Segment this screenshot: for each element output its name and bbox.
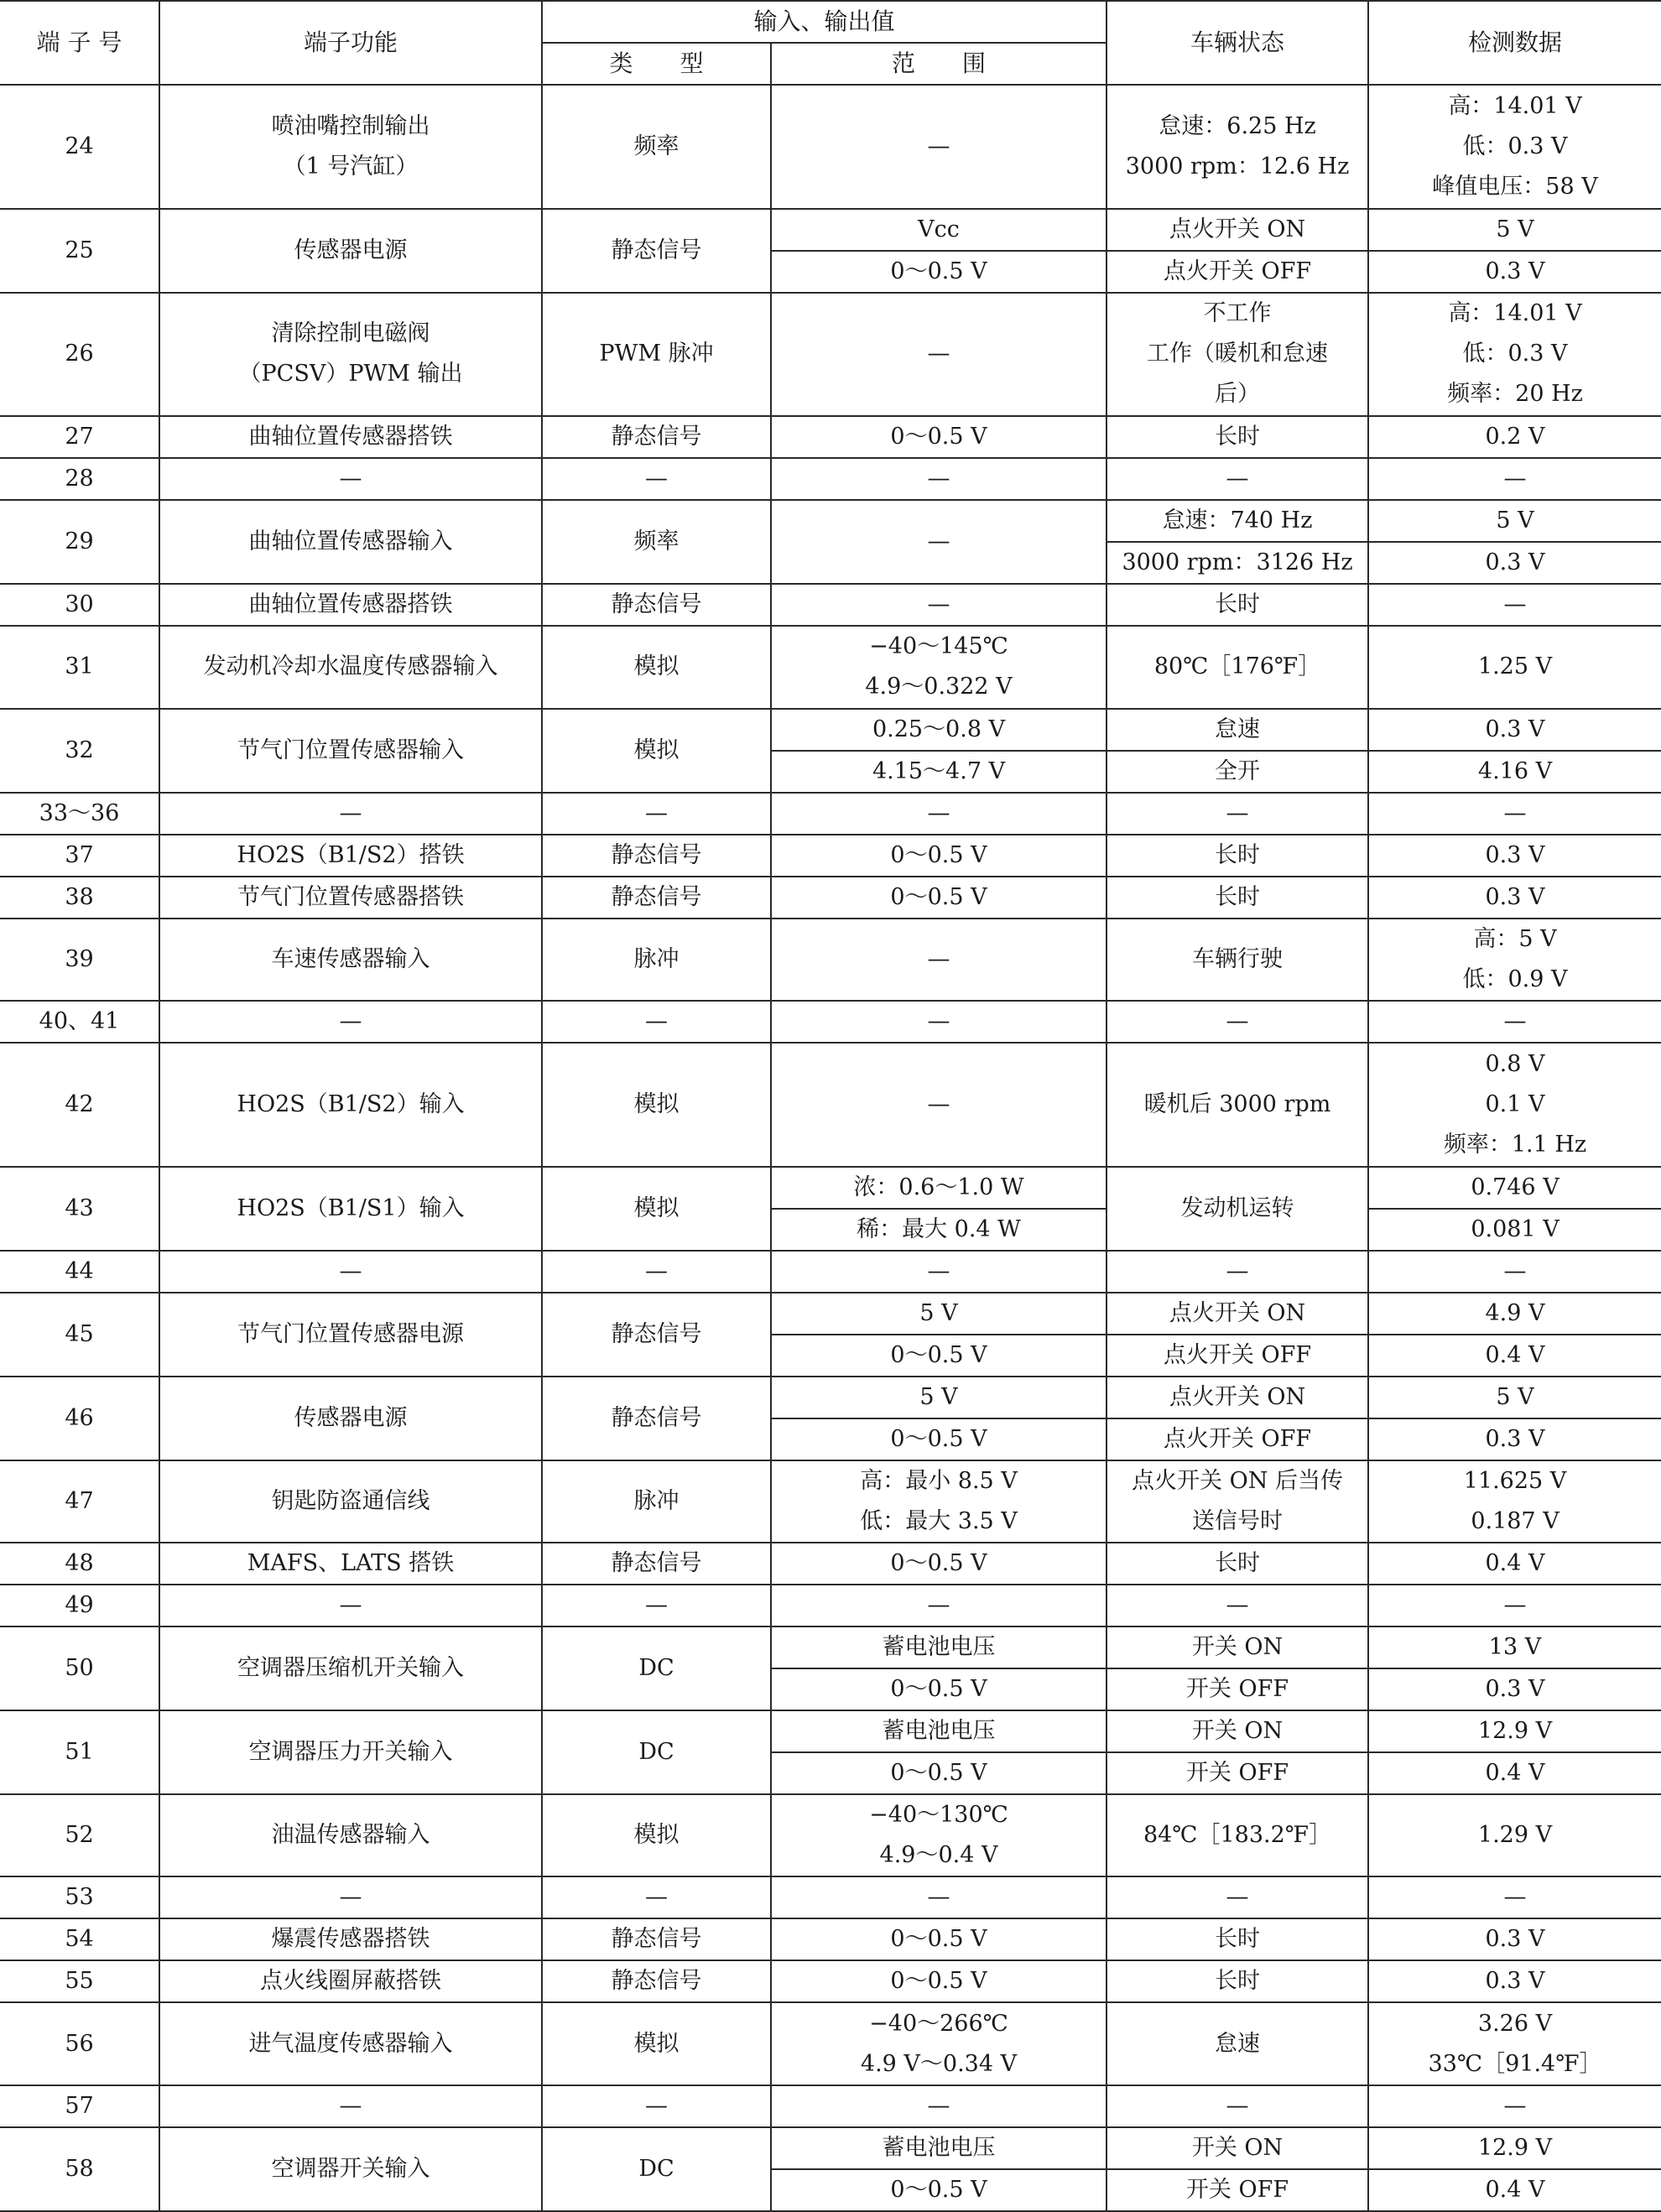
terminal-no: 42	[0, 1043, 159, 1167]
terminal-no: 29	[0, 500, 159, 584]
terminal-function: 节气门位置传感器输入	[159, 709, 542, 793]
measured-data: 5 V	[1368, 500, 1661, 542]
measured-data: 4.16 V	[1368, 751, 1661, 793]
terminal-no: 32	[0, 709, 159, 793]
table-row	[0, 1460, 1661, 1543]
measured-data: 12.9 V	[1368, 2127, 1661, 2169]
table-row	[0, 500, 1661, 542]
vehicle-state: 开关 OFF	[1106, 1668, 1368, 1710]
table-row	[0, 1167, 1661, 1209]
terminal-function: 清除控制电磁阀 （PCSV）PWM 输出	[159, 293, 542, 417]
terminal-no: 46	[0, 1377, 159, 1460]
terminal-function: 钥匙防盗通信线	[159, 1460, 542, 1543]
table-row	[0, 626, 1661, 708]
table-row	[0, 85, 1661, 209]
signal-type: PWM 脉冲	[542, 293, 771, 417]
signal-range: −40～266℃ 4.9 V～0.34 V	[771, 2002, 1106, 2084]
vehicle-state: 长时	[1106, 416, 1368, 458]
signal-range: 稀：最大 0.4 W	[771, 1209, 1106, 1251]
terminal-function: 空调器开关输入	[159, 2127, 542, 2211]
signal-type: —	[542, 1001, 771, 1043]
measured-data: 0.3 V	[1368, 709, 1661, 751]
terminal-function: —	[159, 458, 542, 500]
vehicle-state: 开关 OFF	[1106, 1752, 1368, 1794]
table-row	[0, 2127, 1661, 2169]
measured-data: 高：14.01 V 低：0.3 V 峰值电压：58 V	[1368, 85, 1661, 209]
terminal-no: 51	[0, 1710, 159, 1794]
header-function: 端子功能	[159, 1, 542, 85]
vehicle-state: 80℃［176℉］	[1106, 626, 1368, 708]
signal-type: 脉冲	[542, 1460, 771, 1543]
measured-data: 13 V	[1368, 1626, 1661, 1668]
signal-range: —	[771, 793, 1106, 835]
measured-data: 0.4 V	[1368, 1335, 1661, 1377]
terminal-no: 40、41	[0, 1001, 159, 1043]
signal-type: 静态信号	[542, 1960, 771, 2002]
terminal-function: HO2S（B1/S1）输入	[159, 1167, 542, 1251]
vehicle-state: 怠速：740 Hz	[1106, 500, 1368, 542]
signal-range: 0～0.5 V	[771, 1543, 1106, 1585]
signal-range: —	[771, 1251, 1106, 1293]
terminal-no: 54	[0, 1918, 159, 1960]
vehicle-state: —	[1106, 1876, 1368, 1918]
signal-type: DC	[542, 1710, 771, 1794]
signal-type: —	[542, 458, 771, 500]
terminal-no: 57	[0, 2085, 159, 2127]
terminal-function: MAFS、LATS 搭铁	[159, 1543, 542, 1585]
table-row	[0, 1543, 1661, 1585]
table-row	[0, 1001, 1661, 1043]
measured-data: —	[1368, 793, 1661, 835]
vehicle-state: 开关 ON	[1106, 1710, 1368, 1752]
terminal-function: 曲轴位置传感器搭铁	[159, 416, 542, 458]
signal-range: 5 V	[771, 1377, 1106, 1418]
table-row	[0, 919, 1661, 1001]
vehicle-state: —	[1106, 1001, 1368, 1043]
measured-data: 0.3 V	[1368, 1960, 1661, 2002]
terminal-function: 进气温度传感器输入	[159, 2002, 542, 2084]
signal-range: —	[771, 1001, 1106, 1043]
terminal-no: 47	[0, 1460, 159, 1543]
measured-data: 0.3 V	[1368, 877, 1661, 919]
measured-data: —	[1368, 584, 1661, 626]
vehicle-state: —	[1106, 2085, 1368, 2127]
terminal-no: 38	[0, 877, 159, 919]
signal-type: 静态信号	[542, 1377, 771, 1460]
table-row	[0, 2085, 1661, 2127]
measured-data: 5 V	[1368, 1377, 1661, 1418]
signal-range: 0.25～0.8 V	[771, 709, 1106, 751]
signal-range: 0～0.5 V	[771, 1752, 1106, 1794]
vehicle-state: —	[1106, 793, 1368, 835]
signal-type: 模拟	[542, 626, 771, 708]
terminal-no: 24	[0, 85, 159, 209]
measured-data: 0.4 V	[1368, 2169, 1661, 2211]
signal-range: 0～0.5 V	[771, 251, 1106, 293]
vehicle-state: —	[1106, 458, 1368, 500]
terminal-function: 油温传感器输入	[159, 1794, 542, 1876]
signal-range: 0～0.5 V	[771, 1960, 1106, 2002]
signal-range: 蓄电池电压	[771, 1710, 1106, 1752]
measured-data: 0.3 V	[1368, 251, 1661, 293]
table-row	[0, 1293, 1661, 1335]
vehicle-state: 点火开关 ON	[1106, 1293, 1368, 1335]
terminal-no: 33～36	[0, 793, 159, 835]
vehicle-state: —	[1106, 1585, 1368, 1626]
signal-range: 4.15～4.7 V	[771, 751, 1106, 793]
measured-data: 1.29 V	[1368, 1794, 1661, 1876]
measured-data: 1.25 V	[1368, 626, 1661, 708]
terminal-no: 27	[0, 416, 159, 458]
table-row	[0, 1585, 1661, 1626]
header-data: 检测数据	[1368, 1, 1661, 85]
signal-range: 0～0.5 V	[771, 1668, 1106, 1710]
signal-type: 静态信号	[542, 209, 771, 293]
signal-type: —	[542, 1251, 771, 1293]
vehicle-state: 不工作 工作（暖机和怠速 后）	[1106, 293, 1368, 417]
measured-data: —	[1368, 1001, 1661, 1043]
signal-type: —	[542, 1585, 771, 1626]
signal-type: 脉冲	[542, 919, 771, 1001]
terminal-function: 点火线圈屏蔽搭铁	[159, 1960, 542, 2002]
vehicle-state: 点火开关 ON 后当传 送信号时	[1106, 1460, 1368, 1543]
terminal-no: 44	[0, 1251, 159, 1293]
signal-range: —	[771, 919, 1106, 1001]
vehicle-state: 怠速	[1106, 709, 1368, 751]
terminal-function: 曲轴位置传感器搭铁	[159, 584, 542, 626]
signal-range: 浓：0.6～1.0 W	[771, 1167, 1106, 1209]
vehicle-state: 车辆行驶	[1106, 919, 1368, 1001]
signal-range: 0～0.5 V	[771, 877, 1106, 919]
vehicle-state: 点火开关 OFF	[1106, 1335, 1368, 1377]
signal-range: —	[771, 1585, 1106, 1626]
table-row	[0, 835, 1661, 877]
signal-range: 蓄电池电压	[771, 2127, 1106, 2169]
signal-range: —	[771, 500, 1106, 584]
terminal-function: —	[159, 2085, 542, 2127]
terminal-function: —	[159, 1585, 542, 1626]
header-terminal-no: 端 子 号	[0, 1, 159, 85]
measured-data: 高：5 V 低：0.9 V	[1368, 919, 1661, 1001]
measured-data: —	[1368, 1251, 1661, 1293]
table-row	[0, 1377, 1661, 1418]
signal-type: 模拟	[542, 709, 771, 793]
terminal-no: 25	[0, 209, 159, 293]
signal-type: —	[542, 1876, 771, 1918]
signal-range: 0～0.5 V	[771, 1418, 1106, 1460]
table-row	[0, 2002, 1661, 2084]
terminal-no: 28	[0, 458, 159, 500]
signal-range: 蓄电池电压	[771, 1626, 1106, 1668]
table-row	[0, 709, 1661, 751]
vehicle-state: 全开	[1106, 751, 1368, 793]
measured-data: —	[1368, 2085, 1661, 2127]
signal-type: 频率	[542, 85, 771, 209]
signal-range: −40～145℃ 4.9～0.322 V	[771, 626, 1106, 708]
terminal-no: 53	[0, 1876, 159, 1918]
terminal-no: 39	[0, 919, 159, 1001]
vehicle-state: 点火开关 OFF	[1106, 251, 1368, 293]
measured-data: 0.3 V	[1368, 1668, 1661, 1710]
signal-range: —	[771, 293, 1106, 417]
signal-range: —	[771, 458, 1106, 500]
signal-type: 静态信号	[542, 584, 771, 626]
terminal-function: —	[159, 1251, 542, 1293]
signal-range: 0～0.5 V	[771, 1918, 1106, 1960]
vehicle-state: 暖机后 3000 rpm	[1106, 1043, 1368, 1167]
terminal-no: 43	[0, 1167, 159, 1251]
signal-range: 高：最小 8.5 V 低：最大 3.5 V	[771, 1460, 1106, 1543]
terminal-function: —	[159, 793, 542, 835]
terminal-no: 30	[0, 584, 159, 626]
signal-type: 静态信号	[542, 877, 771, 919]
table-row	[0, 416, 1661, 458]
terminal-no: 49	[0, 1585, 159, 1626]
signal-range: Vcc	[771, 209, 1106, 251]
terminal-function: 爆震传感器搭铁	[159, 1918, 542, 1960]
measured-data: 0.4 V	[1368, 1752, 1661, 1794]
terminal-function: 发动机冷却水温度传感器输入	[159, 626, 542, 708]
signal-range: −40～130℃ 4.9～0.4 V	[771, 1794, 1106, 1876]
vehicle-state: 怠速：6.25 Hz 3000 rpm：12.6 Hz	[1106, 85, 1368, 209]
vehicle-state: 长时	[1106, 1543, 1368, 1585]
table-row	[0, 1043, 1661, 1167]
terminal-no: 31	[0, 626, 159, 708]
terminal-function: 节气门位置传感器搭铁	[159, 877, 542, 919]
terminal-no: 48	[0, 1543, 159, 1585]
terminal-function: 节气门位置传感器电源	[159, 1293, 542, 1377]
signal-type: DC	[542, 2127, 771, 2211]
signal-range: 0～0.5 V	[771, 835, 1106, 877]
table-row	[0, 458, 1661, 500]
measured-data: 0.3 V	[1368, 1918, 1661, 1960]
terminal-function: 曲轴位置传感器输入	[159, 500, 542, 584]
signal-type: 静态信号	[542, 1293, 771, 1377]
signal-type: 静态信号	[542, 1543, 771, 1585]
table-row	[0, 584, 1661, 626]
vehicle-state: 点火开关 OFF	[1106, 1418, 1368, 1460]
terminal-no: 52	[0, 1794, 159, 1876]
table-row	[0, 1876, 1661, 1918]
vehicle-state: 长时	[1106, 877, 1368, 919]
signal-range: —	[771, 85, 1106, 209]
measured-data: 5 V	[1368, 209, 1661, 251]
table-row	[0, 793, 1661, 835]
signal-type: —	[542, 793, 771, 835]
measured-data: —	[1368, 1876, 1661, 1918]
signal-type: 模拟	[542, 1794, 771, 1876]
signal-range: —	[771, 1043, 1106, 1167]
signal-type: 频率	[542, 500, 771, 584]
signal-range: 0～0.5 V	[771, 2169, 1106, 2211]
signal-type: 静态信号	[542, 835, 771, 877]
measured-data: 0.081 V	[1368, 1209, 1661, 1251]
signal-type: —	[542, 2085, 771, 2127]
measured-data: 0.3 V	[1368, 1418, 1661, 1460]
terminal-function: 空调器压力开关输入	[159, 1710, 542, 1794]
measured-data: 0.2 V	[1368, 416, 1661, 458]
terminal-no: 37	[0, 835, 159, 877]
measured-data: —	[1368, 458, 1661, 500]
terminal-no: 58	[0, 2127, 159, 2211]
vehicle-state: 84℃［183.2℉］	[1106, 1794, 1368, 1876]
terminal-function: 喷油嘴控制输出 （1 号汽缸）	[159, 85, 542, 209]
measured-data: 0.746 V	[1368, 1167, 1661, 1209]
signal-type: 模拟	[542, 1043, 771, 1167]
signal-type: 静态信号	[542, 416, 771, 458]
header-type: 类 型	[542, 43, 771, 85]
signal-range: —	[771, 584, 1106, 626]
terminal-function: HO2S（B1/S2）输入	[159, 1043, 542, 1167]
terminal-no: 26	[0, 293, 159, 417]
measured-data: —	[1368, 1585, 1661, 1626]
terminal-function: 车速传感器输入	[159, 919, 542, 1001]
table-row	[0, 1710, 1661, 1752]
terminal-no: 50	[0, 1626, 159, 1710]
measured-data: 0.3 V	[1368, 542, 1661, 584]
measured-data: 3.26 V 33℃［91.4℉］	[1368, 2002, 1661, 2084]
signal-range: —	[771, 1876, 1106, 1918]
measured-data: 11.625 V 0.187 V	[1368, 1460, 1661, 1543]
measured-data: 0.8 V 0.1 V 频率：1.1 Hz	[1368, 1043, 1661, 1167]
vehicle-state: 点火开关 ON	[1106, 1377, 1368, 1418]
table-row	[0, 1626, 1661, 1668]
terminal-function: —	[159, 1001, 542, 1043]
signal-range: 5 V	[771, 1293, 1106, 1335]
terminal-function: 传感器电源	[159, 209, 542, 293]
vehicle-state: 开关 ON	[1106, 2127, 1368, 2169]
table-row	[0, 1794, 1661, 1876]
terminal-no: 56	[0, 2002, 159, 2084]
signal-range: 0～0.5 V	[771, 1335, 1106, 1377]
signal-type: DC	[542, 1626, 771, 1710]
table-row	[0, 1918, 1661, 1960]
vehicle-state: 长时	[1106, 1918, 1368, 1960]
vehicle-state: 怠速	[1106, 2002, 1368, 2084]
signal-type: 模拟	[542, 2002, 771, 2084]
vehicle-state: 点火开关 ON	[1106, 209, 1368, 251]
vehicle-state: 3000 rpm：3126 Hz	[1106, 542, 1368, 584]
terminal-no: 55	[0, 1960, 159, 2002]
vehicle-state: 开关 OFF	[1106, 2169, 1368, 2211]
signal-range: —	[771, 2085, 1106, 2127]
measured-data: 4.9 V	[1368, 1293, 1661, 1335]
measured-data: 0.3 V	[1368, 835, 1661, 877]
vehicle-state: 发动机运转	[1106, 1167, 1368, 1251]
terminal-function: 传感器电源	[159, 1377, 542, 1460]
measured-data: 0.4 V	[1368, 1543, 1661, 1585]
terminal-function: HO2S（B1/S2）搭铁	[159, 835, 542, 877]
vehicle-state: 长时	[1106, 835, 1368, 877]
table-row	[0, 209, 1661, 251]
header-io-value: 输入、输出值	[542, 1, 1106, 43]
vehicle-state: 长时	[1106, 1960, 1368, 2002]
table-row	[0, 877, 1661, 919]
table-body	[0, 85, 1661, 2211]
table-row	[0, 1251, 1661, 1293]
signal-range: 0～0.5 V	[771, 416, 1106, 458]
terminal-function: —	[159, 1876, 542, 1918]
terminal-no: 45	[0, 1293, 159, 1377]
vehicle-state: 开关 ON	[1106, 1626, 1368, 1668]
measured-data: 12.9 V	[1368, 1710, 1661, 1752]
table-row	[0, 293, 1661, 417]
signal-type: 模拟	[542, 1167, 771, 1251]
measured-data: 高：14.01 V 低：0.3 V 频率：20 Hz	[1368, 293, 1661, 417]
header-range: 范 围	[771, 43, 1106, 85]
table-row	[0, 1960, 1661, 2002]
header-vehicle-state: 车辆状态	[1106, 1, 1368, 85]
signal-type: 静态信号	[542, 1918, 771, 1960]
vehicle-state: 长时	[1106, 584, 1368, 626]
vehicle-state: —	[1106, 1251, 1368, 1293]
terminal-function: 空调器压缩机开关输入	[159, 1626, 542, 1710]
